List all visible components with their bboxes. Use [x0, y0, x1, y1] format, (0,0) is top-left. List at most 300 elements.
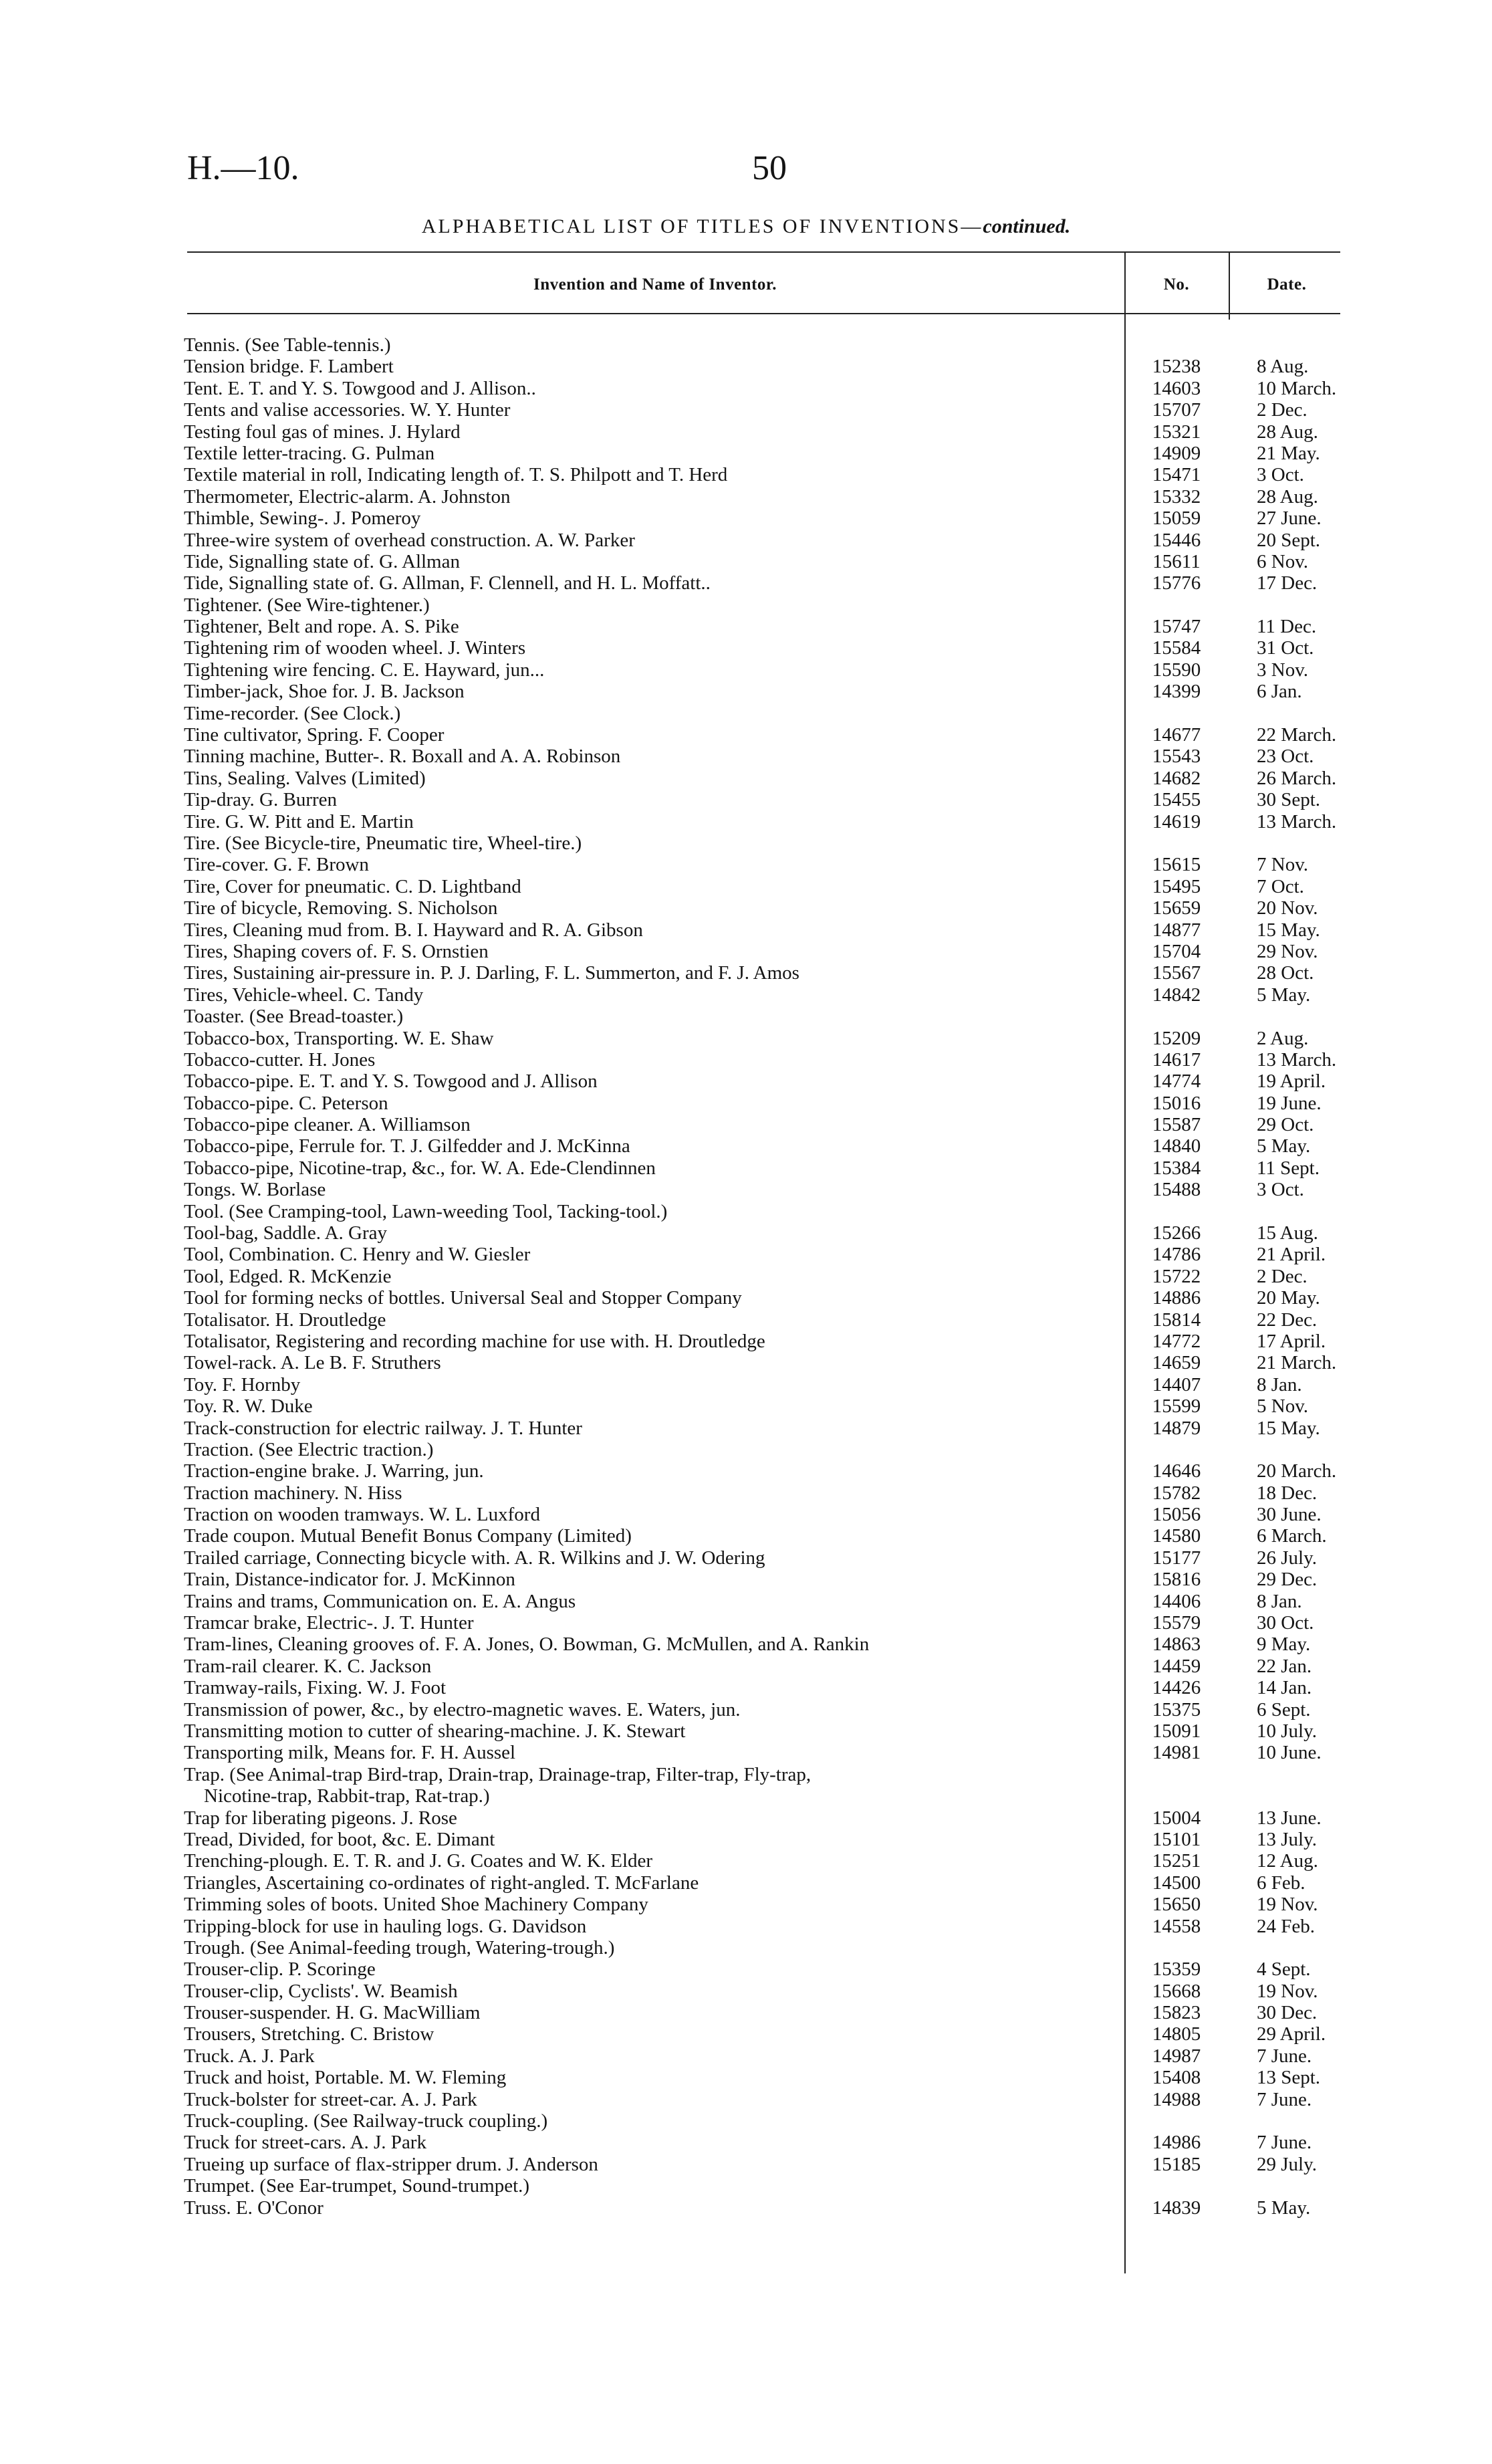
entry-date: 29 April. — [1257, 2023, 1326, 2045]
list-item — [0, 854, 1492, 875]
entry-date: 13 Sept. — [1257, 2067, 1321, 2089]
entry-title — [184, 1894, 1110, 1915]
entry-title — [184, 1872, 1110, 1894]
entry-title — [184, 486, 1110, 508]
entry-title — [184, 1482, 1110, 1504]
entry-title — [184, 1591, 1110, 1612]
entry-date: 9 May. — [1257, 1634, 1311, 1656]
list-item — [0, 2197, 1492, 2219]
running-head — [0, 215, 1492, 238]
entry-number: 15091 — [1152, 1720, 1201, 1742]
entry-title-text: Totalisator, Registering and recording machine for use with. H. Droutledge — [184, 1331, 769, 1352]
list-item — [0, 789, 1492, 810]
entry-number: 15567 — [1152, 962, 1201, 984]
entry-date: 15 May. — [1257, 919, 1320, 941]
list-item — [0, 832, 1492, 854]
entry-title — [184, 1418, 1110, 1439]
entry-date: 7 June. — [1257, 2088, 1312, 2110]
entry-date: 13 March. — [1257, 1048, 1337, 1071]
list-item — [0, 551, 1492, 572]
entry-number: 14426 — [1152, 1677, 1201, 1699]
entry-number: 15238 — [1152, 356, 1201, 378]
list-item — [0, 421, 1492, 443]
list-item — [0, 1071, 1492, 1092]
entry-title-text: Trains and trams, Communication on. E. A. Angus — [184, 1591, 580, 1612]
list-item — [0, 1958, 1492, 1980]
entry-title-text: Tripping-block for use in hauling logs. G. Davidson — [184, 1916, 590, 1937]
entry-date: 5 May. — [1257, 1135, 1311, 1157]
entry-number: 15495 — [1152, 875, 1201, 897]
entry-number: 15776 — [1152, 572, 1201, 594]
entry-number: 14886 — [1152, 1287, 1201, 1309]
entry-title-text: Truck for street-cars. A. J. Park — [184, 2132, 430, 2153]
list-item — [0, 1894, 1492, 1915]
list-item — [0, 1569, 1492, 1590]
entry-date: 8 Aug. — [1257, 356, 1309, 378]
entry-title — [184, 1049, 1110, 1071]
entry-title-text: Towel-rack. A. Le B. F. Struthers — [184, 1352, 445, 1373]
entry-number: 15722 — [1152, 1265, 1201, 1287]
entry-title — [184, 659, 1110, 681]
list-item — [0, 897, 1492, 919]
entry-title — [184, 399, 1110, 421]
entry-title-text: Traction. (See Electric traction.) — [184, 1439, 437, 1460]
entry-title-text: Time-recorder. (See Clock.) — [184, 703, 404, 724]
entry-number: 14682 — [1152, 767, 1201, 789]
entry-title-text: Testing foul gas of mines. J. Hylard — [184, 421, 465, 443]
list-item — [0, 1093, 1492, 1114]
entry-number: 15816 — [1152, 1569, 1201, 1591]
entry-title-text: Truck and hoist, Portable. M. W. Fleming — [184, 2067, 510, 2088]
entry-title — [184, 2089, 1110, 2110]
entry-title-text: Trap for liberating pigeons. J. Rose — [184, 1807, 461, 1829]
column-header-no: No. — [1163, 275, 1190, 294]
list-item — [0, 399, 1492, 421]
entry-date: 29 Oct. — [1257, 1114, 1314, 1136]
entry-number: 15704 — [1152, 940, 1201, 962]
entry-title — [184, 2023, 1110, 2045]
entry-date: 2 Dec. — [1257, 399, 1308, 421]
entry-title-text: Timber-jack, Shoe for. J. B. Jackson — [184, 681, 469, 702]
entry-title-text: Tins, Sealing. Valves (Limited) — [184, 768, 430, 789]
list-item — [0, 1981, 1492, 2002]
entry-title-text: Tent. E. T. and Y. S. Towgood and J. Allison.. — [184, 378, 540, 399]
entry-title-text: Tram-lines, Cleaning grooves of. F. A. Jones, O. Bowman, G. McMullen, and A. Rankin — [184, 1634, 873, 1655]
entry-title-text: Trough. (See Animal-feeding trough, Watering-trough.) — [184, 1937, 618, 1958]
list-item — [0, 2154, 1492, 2175]
entry-title-text: Thimble, Sewing-. J. Pomeroy — [184, 508, 424, 529]
entry-date: 29 Dec. — [1257, 1569, 1318, 1591]
entry-date: 5 Nov. — [1257, 1395, 1309, 1418]
entry-number: 15059 — [1152, 508, 1201, 530]
entry-number: 15782 — [1152, 1482, 1201, 1504]
entry-number: 15177 — [1152, 1547, 1201, 1569]
entry-title — [184, 356, 1110, 377]
entry-title — [184, 443, 1110, 464]
entry-title — [184, 897, 1110, 919]
entry-title — [184, 594, 1110, 616]
page-number: 50 — [752, 149, 787, 187]
entry-date: 17 April. — [1257, 1330, 1326, 1352]
entry-date: 24 Feb. — [1257, 1915, 1315, 1937]
entry-date: 2 Aug. — [1257, 1027, 1309, 1049]
running-title: ALPHABETICAL LIST OF TITLES OF INVENTIONS— — [421, 215, 983, 237]
entry-date: 18 Dec. — [1257, 1482, 1318, 1504]
entry-title — [184, 854, 1110, 875]
list-item — [0, 768, 1492, 789]
list-item — [0, 1049, 1492, 1071]
entry-date: 30 Oct. — [1257, 1612, 1314, 1634]
entry-date: 21 March. — [1257, 1352, 1337, 1374]
entry-title — [204, 1785, 1130, 1807]
entry-date: 29 Nov. — [1257, 940, 1318, 962]
entry-title-text: Tobacco-pipe, Nicotine-trap, &c., for. W. A. Ede-Clendinnen — [184, 1157, 660, 1179]
list-item — [0, 572, 1492, 594]
entry-date: 13 June. — [1257, 1807, 1322, 1829]
list-item — [0, 681, 1492, 702]
entry-number: 14840 — [1152, 1135, 1201, 1157]
list-item — [0, 1331, 1492, 1352]
entry-title-text: Tires, Sustaining air-pressure in. P. J. Darling, F. L. Summerton, and F. J. Amos — [184, 962, 803, 984]
entry-title — [184, 572, 1110, 594]
entry-title — [184, 2132, 1110, 2153]
entry-number: 15543 — [1152, 746, 1201, 768]
list-item — [0, 356, 1492, 377]
entry-title — [184, 2175, 1110, 2197]
entry-date: 28 Aug. — [1257, 485, 1318, 508]
entry-title-text: Transmission of power, &c., by electro-magnetic waves. E. Waters, jun. — [184, 1699, 745, 1720]
page-code: H.—10. — [187, 149, 299, 187]
entry-date: 3 Oct. — [1257, 1179, 1304, 1201]
entry-date: 11 Sept. — [1257, 1157, 1320, 1179]
list-item — [0, 1201, 1492, 1222]
entry-title-text: Tip-dray. G. Burren — [184, 789, 341, 810]
list-item — [0, 659, 1492, 681]
entry-title-text: Toaster. (See Bread-toaster.) — [184, 1006, 407, 1027]
entry-title — [184, 1179, 1110, 1200]
entry-number: 15266 — [1152, 1222, 1201, 1244]
list-item — [0, 1006, 1492, 1027]
entry-title-text: Thermometer, Electric-alarm. A. Johnston — [184, 486, 514, 508]
entry-number: 14987 — [1152, 2045, 1201, 2067]
entry-number: 14988 — [1152, 2088, 1201, 2110]
entry-title — [184, 703, 1110, 724]
entry-title-text: Tennis. (See Table-tennis.) — [184, 334, 394, 356]
entry-title — [184, 962, 1110, 984]
entry-title — [184, 1764, 1110, 1785]
list-item — [0, 1764, 1492, 1785]
entry-title-text: Tobacco-pipe. C. Peterson — [184, 1093, 392, 1114]
list-item — [0, 594, 1492, 616]
entry-date: 7 June. — [1257, 2045, 1312, 2067]
column-header-date: Date. — [1267, 275, 1307, 294]
entry-title-text: Tires, Cleaning mud from. B. I. Hayward and R. A. Gibson — [184, 919, 647, 941]
list-item — [0, 1785, 1492, 1807]
entry-number: 15707 — [1152, 399, 1201, 421]
list-item — [0, 1439, 1492, 1460]
entry-title — [184, 421, 1110, 443]
entry-number: 14580 — [1152, 1525, 1201, 1547]
entry-title-text: Tightener. (See Wire-tightener.) — [184, 594, 434, 616]
entry-date: 26 March. — [1257, 767, 1337, 789]
entry-number: 15446 — [1152, 529, 1201, 551]
entry-title — [184, 1850, 1110, 1872]
entry-title — [184, 1916, 1110, 1937]
entry-title — [184, 681, 1110, 702]
entry-title — [184, 1656, 1110, 1677]
entry-date: 10 July. — [1257, 1720, 1317, 1742]
entry-title — [184, 1677, 1110, 1698]
entry-title — [184, 1287, 1110, 1309]
entry-date: 30 Sept. — [1257, 789, 1321, 811]
entry-title-text: Traction-engine brake. J. Warring, jun. — [184, 1460, 488, 1482]
entry-title-text: Tool-bag, Saddle. A. Gray — [184, 1222, 391, 1244]
entry-title — [184, 2154, 1110, 2175]
entry-title-text: Trimming soles of boots. United Shoe Machinery Company — [184, 1894, 652, 1915]
entry-date: 20 Sept. — [1257, 529, 1321, 551]
entry-title-text: Tension bridge. F. Lambert — [184, 356, 398, 377]
entry-title — [184, 1504, 1110, 1525]
entry-number: 14558 — [1152, 1915, 1201, 1937]
entry-title-text: Tire. (See Bicycle-tire, Pneumatic tire, Wheel-tire.) — [184, 832, 586, 854]
entry-title — [184, 1157, 1110, 1179]
entry-title — [184, 1135, 1110, 1157]
list-item — [0, 1395, 1492, 1417]
entry-title — [184, 1699, 1110, 1720]
entry-number: 14805 — [1152, 2023, 1201, 2045]
entry-date: 31 Oct. — [1257, 637, 1314, 659]
entry-date: 21 May. — [1257, 442, 1320, 464]
entry-number: 14877 — [1152, 919, 1201, 941]
entry-number: 15101 — [1152, 1828, 1201, 1850]
entry-title-text: Tobacco-box, Transporting. W. E. Shaw — [184, 1028, 498, 1049]
entry-date: 7 Oct. — [1257, 875, 1304, 897]
entry-title-text: Tram-rail clearer. K. C. Jackson — [184, 1656, 435, 1677]
entry-number: 15590 — [1152, 659, 1201, 681]
entry-title-text: Tightening wire fencing. C. E. Hayward, jun... — [184, 659, 548, 681]
entry-title-text: Tine cultivator, Spring. F. Cooper — [184, 724, 448, 746]
entry-number: 15611 — [1152, 550, 1201, 572]
list-item — [0, 1244, 1492, 1265]
entry-title-text: Tinning machine, Butter-. R. Boxall and A. A. Robinson — [184, 746, 624, 767]
entry-date: 6 March. — [1257, 1525, 1327, 1547]
list-item — [0, 464, 1492, 485]
list-item — [0, 1418, 1492, 1439]
entry-title-text: Toy. R. W. Duke — [184, 1395, 317, 1417]
list-item — [0, 334, 1492, 356]
entry-title — [184, 378, 1110, 399]
entry-date: 10 March. — [1257, 377, 1337, 399]
entry-title-text: Truck. A. J. Park — [184, 2045, 319, 2067]
entry-date: 8 Jan. — [1257, 1373, 1302, 1395]
entry-title-text: Tightener, Belt and rope. A. S. Pike — [184, 616, 463, 637]
entry-title — [184, 789, 1110, 810]
entry-date: 29 July. — [1257, 2153, 1317, 2175]
list-item — [0, 1677, 1492, 1698]
entry-date: 3 Nov. — [1257, 659, 1309, 681]
entry-date: 28 Oct. — [1257, 962, 1314, 984]
entry-title — [184, 2045, 1110, 2067]
entry-title — [184, 984, 1110, 1006]
list-item — [0, 2175, 1492, 2197]
entry-title-text: Tool, Combination. C. Henry and W. Giesler — [184, 1244, 534, 1265]
entry-date: 21 April. — [1257, 1244, 1326, 1266]
entry-title-text: Tobacco-pipe, Ferrule for. T. J. Gilfedder and J. McKinna — [184, 1135, 634, 1157]
entry-date: 19 April. — [1257, 1071, 1326, 1093]
list-item — [0, 1742, 1492, 1763]
entry-number: 15384 — [1152, 1157, 1201, 1179]
entry-date: 26 July. — [1257, 1547, 1317, 1569]
entry-title-text: Tramcar brake, Electric-. J. T. Hunter — [184, 1612, 478, 1634]
entry-date: 27 June. — [1257, 508, 1322, 530]
entry-date: 13 July. — [1257, 1828, 1317, 1850]
entry-title-text: Tents and valise accessories. W. Y. Hunter — [184, 399, 514, 421]
list-item — [0, 1634, 1492, 1655]
list-item — [0, 1829, 1492, 1850]
entry-title — [184, 1331, 1110, 1352]
list-item — [0, 1656, 1492, 1677]
entry-title-text: Tires, Vehicle-wheel. C. Tandy — [184, 984, 427, 1006]
entry-date: 13 March. — [1257, 810, 1337, 832]
entry-title — [184, 1374, 1110, 1395]
entry-title-text: Train, Distance-indicator for. J. McKinnon — [184, 1569, 519, 1590]
list-item — [0, 1872, 1492, 1894]
entry-number: 14399 — [1152, 681, 1201, 703]
entry-date: 30 Dec. — [1257, 2002, 1318, 2024]
entry-title — [184, 1266, 1110, 1287]
entry-number: 15016 — [1152, 1092, 1201, 1114]
entry-title — [184, 1201, 1110, 1222]
list-item — [0, 1179, 1492, 1200]
entry-date: 22 March. — [1257, 724, 1337, 746]
entry-number: 15747 — [1152, 616, 1201, 638]
entry-date: 6 Feb. — [1257, 1872, 1306, 1894]
entry-number: 14677 — [1152, 724, 1201, 746]
list-item — [0, 1591, 1492, 1612]
entry-title — [184, 1006, 1110, 1027]
table-top-rule — [187, 251, 1340, 253]
list-item — [0, 811, 1492, 832]
entry-title — [184, 876, 1110, 897]
entry-number: 15251 — [1152, 1850, 1201, 1872]
list-item — [0, 984, 1492, 1006]
entry-title — [184, 1460, 1110, 1482]
column-header-invention: Invention and Name of Inventor. — [533, 275, 777, 294]
entry-date: 5 May. — [1257, 984, 1311, 1006]
entry-number: 15209 — [1152, 1027, 1201, 1049]
entry-title-text: Truss. E. O'Conor — [184, 2197, 328, 2219]
entry-title — [184, 1829, 1110, 1850]
entry-number: 15455 — [1152, 789, 1201, 811]
entry-number: 14986 — [1152, 2132, 1201, 2154]
entry-number: 15408 — [1152, 2067, 1201, 2089]
entry-title-text: Tire, Cover for pneumatic. C. D. Lightband — [184, 876, 525, 897]
entry-number: 15615 — [1152, 854, 1201, 876]
entry-date: 17 Dec. — [1257, 572, 1318, 594]
entry-date: 19 Nov. — [1257, 1980, 1318, 2002]
entry-title-text: Tread, Divided, for boot, &c. E. Dimant — [184, 1829, 499, 1850]
entry-number: 15650 — [1152, 1894, 1201, 1916]
entry-date: 15 May. — [1257, 1417, 1320, 1439]
entry-title-text: Tool, Edged. R. McKenzie — [184, 1266, 395, 1287]
entry-title — [184, 1937, 1110, 1958]
list-item — [0, 2002, 1492, 2023]
entry-title-text: Trade coupon. Mutual Benefit Bonus Company (Limited) — [184, 1525, 636, 1547]
entry-number: 14646 — [1152, 1460, 1201, 1482]
list-item — [0, 508, 1492, 529]
entry-date: 20 Nov. — [1257, 897, 1318, 919]
list-item — [0, 703, 1492, 724]
entry-number: 15587 — [1152, 1114, 1201, 1136]
list-item — [0, 443, 1492, 464]
list-item — [0, 1266, 1492, 1287]
entry-title — [184, 551, 1110, 572]
entry-number: 15668 — [1152, 1980, 1201, 2002]
entry-title-text: Tire. G. W. Pitt and E. Martin — [184, 811, 418, 832]
entry-title — [184, 2067, 1110, 2088]
entry-number: 14617 — [1152, 1048, 1201, 1071]
entry-date: 11 Dec. — [1257, 616, 1317, 638]
entry-date: 22 Dec. — [1257, 1309, 1318, 1331]
list-item — [0, 1309, 1492, 1331]
entry-title-text: Trouser-suspender. H. G. MacWilliam — [184, 2002, 484, 2023]
list-item — [0, 1720, 1492, 1742]
entry-date: 30 June. — [1257, 1504, 1322, 1526]
entries-list — [0, 334, 1492, 2219]
entry-title-text: Traction on wooden tramways. W. L. Luxford — [184, 1504, 544, 1525]
entry-date: 6 Sept. — [1257, 1698, 1311, 1720]
entry-number: 14842 — [1152, 984, 1201, 1006]
entry-title — [184, 2002, 1110, 2023]
entry-title-text: Toy. F. Hornby — [184, 1374, 304, 1395]
list-item — [0, 486, 1492, 508]
entry-number: 15321 — [1152, 421, 1201, 443]
entry-title-text: Tires, Shaping covers of. F. S. Ornstien — [184, 941, 493, 962]
entry-title — [184, 1071, 1110, 1092]
entry-title — [184, 1439, 1110, 1460]
entry-title — [184, 1395, 1110, 1417]
entry-title-text: Tide, Signalling state of. G. Allman — [184, 551, 464, 572]
list-item — [0, 1114, 1492, 1135]
list-item — [0, 1482, 1492, 1504]
entry-title — [184, 1309, 1110, 1331]
entry-number: 15471 — [1152, 464, 1201, 486]
table-header-rule — [187, 313, 1340, 314]
entry-title — [184, 1742, 1110, 1763]
entry-title — [184, 1114, 1110, 1135]
entry-title-text: Trailed carriage, Connecting bicycle with. A. R. Wilkins and J. W. Odering — [184, 1547, 769, 1569]
entry-date: 15 Aug. — [1257, 1222, 1318, 1244]
entry-title — [184, 1569, 1110, 1590]
entry-date: 20 May. — [1257, 1287, 1320, 1309]
entry-title — [184, 1222, 1110, 1244]
entry-title — [184, 2197, 1110, 2219]
list-item — [0, 1850, 1492, 1872]
entry-title — [184, 1525, 1110, 1547]
entry-title-text: Three-wire system of overhead construction. A. W. Parker — [184, 530, 639, 551]
list-item — [0, 1352, 1492, 1373]
list-item — [0, 1699, 1492, 1720]
entry-date: 28 Aug. — [1257, 421, 1318, 443]
entry-title-text: Tobacco-pipe. E. T. and Y. S. Towgood and J. Allison — [184, 1071, 602, 1092]
entry-date: 12 Aug. — [1257, 1850, 1318, 1872]
entry-number: 15332 — [1152, 485, 1201, 508]
entry-number: 14500 — [1152, 1872, 1201, 1894]
entry-title — [184, 508, 1110, 529]
entry-number: 14772 — [1152, 1330, 1201, 1352]
entry-number: 14774 — [1152, 1071, 1201, 1093]
list-item — [0, 1374, 1492, 1395]
